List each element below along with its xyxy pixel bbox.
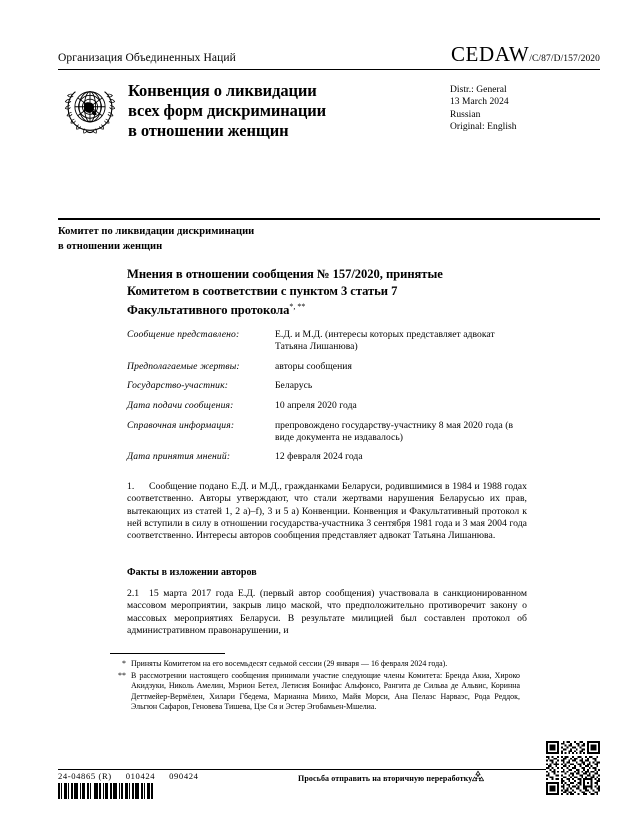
metadata-table	[127, 329, 527, 471]
document-symbol-suffix: /C/87/D/157/2020	[529, 54, 600, 64]
committee-heading-line-1: Комитет по ликвидации дискриминации	[58, 226, 255, 237]
distribution-block	[450, 79, 600, 134]
footnote-item	[110, 671, 520, 712]
job-number	[58, 771, 199, 781]
table-row	[127, 420, 527, 444]
convention-title-line-1: Конвенция о ликвидации	[128, 81, 317, 100]
metadata-label: Предполагаемые жертвы:	[127, 360, 240, 372]
footnote-item	[110, 659, 520, 669]
document-symbol-main: CEDAW	[450, 42, 530, 66]
date-code-1: 010424	[125, 771, 156, 781]
committee-heading-line-2: в отношении женщин	[58, 241, 163, 252]
metadata-value: авторы сообщения	[275, 360, 352, 372]
metadata-label: Дата принятия мнений:	[127, 451, 231, 463]
paragraph-text: Сообщение подано Е.Д. и М.Д., гражданками Беларуси, родившимися в 1984 и 1988 годах соответственно. Авторы утверждают, что стали жертвами нарушения Беларусью их прав, вытекающих из статей 1, 2 a)–f), 3 и 5 a) Конвенции. Конвенция и Факультативный протокол к ней вступили в силу в отношении государства-участника 3 сентября 1981 года и 3 мая 2004 года соответственно. Интересы авторов сообщения представляет адвокат Татьяна Лишанюва.	[127, 481, 527, 542]
committee-heading	[58, 224, 418, 254]
paragraph-2-1	[127, 588, 527, 637]
metadata-value: Беларусь	[275, 380, 313, 392]
table-row	[127, 451, 527, 463]
distribution-type: Distr.: General	[450, 85, 507, 95]
metadata-label: Дата подачи сообщения:	[127, 399, 234, 411]
paragraph-1	[127, 481, 527, 543]
footnote-divider	[110, 653, 225, 654]
qr-code	[546, 741, 600, 795]
job-number-text: 24-04865 (R)	[58, 771, 112, 781]
section-heading-facts: Факты в изложении авторов	[127, 567, 257, 578]
document-language: Russian	[450, 109, 481, 120]
convention-title	[128, 79, 450, 141]
footnote-marker: **	[118, 671, 126, 681]
footnote-text: Приняты Комитетом на его восемьдесят седьмой сессии (29 января — 16 февраля 2024 года).	[131, 659, 448, 668]
metadata-value: 12 февраля 2024 года	[275, 451, 363, 463]
masthead-body-row	[58, 70, 600, 141]
document-date: 13 March 2024	[450, 97, 509, 108]
paragraph-text: 15 марта 2017 года Е.Д. (первый автор сообщения) участвовала в санкционированном массовом мероприятии, закрыв лицо маской, что предположительно противоречит закону о массовых мероприятиях Беларуси. В результате милицией был составлен протокол об административном правонарушении, и	[127, 588, 527, 637]
page-title	[127, 266, 527, 319]
masthead-top-row	[58, 44, 600, 67]
un-emblem-icon	[62, 81, 118, 137]
barcode	[58, 783, 166, 799]
metadata-label: Сообщение представлено:	[127, 329, 240, 340]
recycle-notice: Просьба отправить на вторичную переработку	[298, 774, 473, 783]
metadata-label: Государство-участник:	[127, 380, 229, 392]
recycle-icon	[470, 769, 486, 785]
page-title-line-1: Мнения в отношении сообщения № 157/2020, принятые	[127, 267, 443, 281]
metadata-value: препровождено государству-участнику 8 мая 2020 года (в виде документа не издавалось)	[275, 419, 514, 443]
table-row	[127, 400, 527, 412]
footer	[58, 769, 600, 814]
organization-name: Организация Объединенных Наций	[58, 52, 236, 64]
paragraph-number: 2.1	[127, 588, 140, 599]
document-symbol	[451, 44, 600, 65]
original-language: Original: English	[450, 122, 517, 133]
metadata-label: Справочная информация:	[127, 419, 235, 431]
convention-title-line-2: всех форм дискриминации	[128, 101, 327, 120]
metadata-value: Е.Д. и М.Д. (интересы которых представляет адвокат Татьяна Лишанюва)	[275, 329, 495, 353]
footnote-marker: *	[122, 659, 126, 668]
footnote-text: В рассмотрении настоящего сообщения принимали участие следующие члены Комитета: Бренда Акиа, Хироко Акидзуки, Николь Амелин, Мэрион Бетел, Летисия Бонифас Альфонсо, Рангита де Сильва де Альвис, Коринна Деттмейер-Вермёлен, Хилари Гбедема, Марианна Миихо, Майя Морси, Ана Пелаэс Нарваэс, Рода Реддок, Эльгюн Сафаров, Геновева Тишева, Цзе Ся и Эстер Эгобамьен-Мшелиа.	[131, 671, 520, 711]
table-row	[127, 361, 527, 373]
table-row	[127, 380, 527, 392]
footnotes	[110, 659, 520, 714]
metadata-value: 10 апреля 2020 года	[275, 399, 357, 411]
title-footnote-markers: *, **	[289, 302, 306, 311]
date-code-2: 090424	[169, 771, 199, 781]
table-row	[127, 329, 527, 353]
page-title-line-3-text: Факультативного протокола	[127, 303, 290, 318]
convention-title-line-3: в отношении женщин	[128, 121, 289, 140]
section-divider	[58, 218, 600, 220]
masthead	[58, 44, 600, 141]
page-title-line-2: Комитетом в соответствии с пунктом 3 статьи 7	[127, 283, 398, 298]
paragraph-number: 1.	[127, 481, 135, 492]
page-title-line-3	[127, 299, 527, 319]
